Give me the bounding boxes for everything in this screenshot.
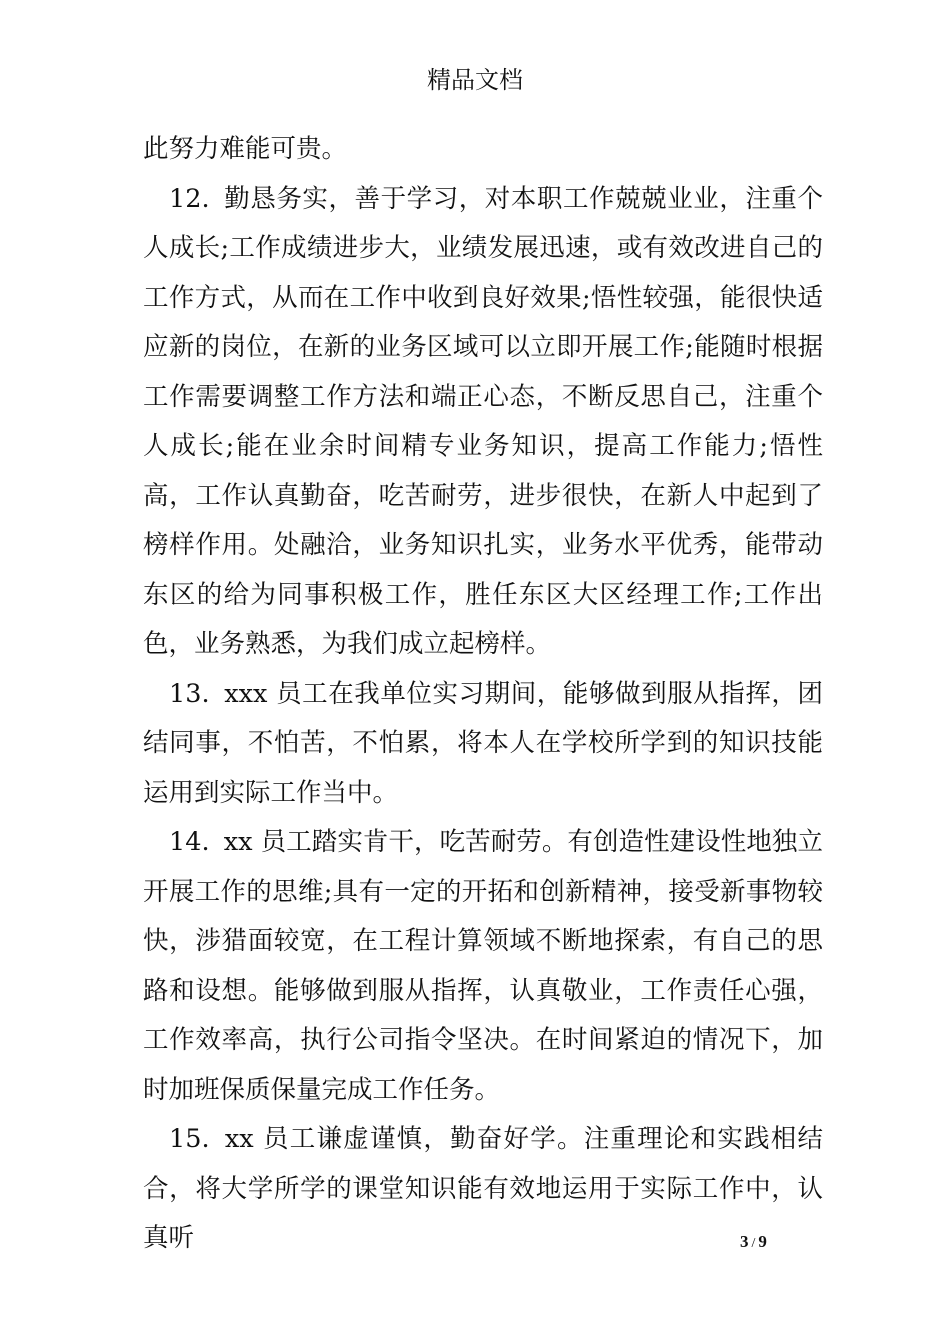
paragraph-text: xx 员工踏实肯干，吃苦耐劳。有创造性建设性地独立开展工作的思维;具有一定的开拓和创新精神，接受新事物较快，涉猎面较宽，在工程计算领域不断地探索，有自己的思路和设想。能够做到服从指挥，认真敬业，工作责任心强，工作效率高，执行公司指令坚决。在时间紧迫的情况下，加时加班保质保量完成工作任务。 [143, 827, 823, 1105]
paragraph-text: 此努力难能可贵。 [143, 134, 348, 164]
paragraph-number: 14. [169, 827, 210, 857]
paragraph-text: 勤恳务实，善于学习，对本职工作兢兢业业，注重个人成长;工作成绩进步大，业绩发展迅速，或有效改进自己的工作方式，从而在工作中收到良好效果;悟性较强，能很快适应新的岗位，在新的业务区域可以立即开展工作;能随时根据工作需要调整工作方法和端正心态，不断反思自己，注重个人成长;能在业余时间精专业务知识，提高工作能力;悟性高，工作认真勤奋，吃苦耐劳，进步很快，在新人中起到了榜样作用。处融洽，业务知识扎实，业务水平优秀，能带动东区的给为同事积极工作，胜任东区大区经理工作;工作出色，业务熟悉，为我们成立起榜样。 [143, 183, 823, 659]
paragraph-item-12 [143, 175, 823, 670]
paragraph-continuation [143, 125, 823, 175]
paragraph-text: xxx 员工在我单位实习期间，能够做到服从指挥，团结同事，不怕苦，不怕累，将本人在学校所学到的知识技能运用到实际工作当中。 [143, 678, 823, 808]
page-number [740, 1232, 768, 1252]
paragraph-text: xx 员工谦虚谨慎，勤奋好学。注重理论和实践相结合，将大学所学的课堂知识能有效地运用于实际工作中，认真听 [143, 1124, 824, 1253]
paragraph-item-15 [143, 1115, 823, 1264]
paragraph-number: 12. [169, 183, 210, 214]
page-separator: / [751, 1236, 757, 1251]
page-total: 9 [758, 1232, 768, 1251]
page-current: 3 [740, 1232, 750, 1251]
paragraph-number: 13. [169, 678, 210, 709]
paragraph-item-13 [143, 670, 823, 819]
paragraph-item-14 [143, 818, 823, 1115]
document-header: 精品文档 [427, 66, 523, 94]
paragraph-number: 15. [169, 1124, 210, 1154]
document-body [143, 125, 823, 1264]
